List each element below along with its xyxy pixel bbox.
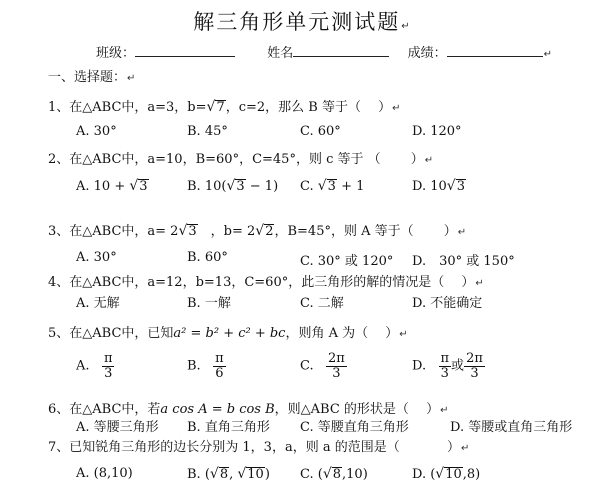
return-mark-icon: ↵ [401, 21, 412, 32]
return-mark-icon: ↵ [460, 443, 470, 454]
score-label: 成绩： [407, 46, 447, 61]
q6-option-b[interactable]: B. 直角三角形 [187, 420, 270, 435]
return-mark-icon: ↵ [399, 329, 408, 340]
section-heading: 一、选择题：↵ [48, 70, 136, 85]
q5-option-c[interactable]: C. $\frac{2\pi}{3}$ [300, 351, 345, 381]
q7-option-b[interactable]: B. (√8, √10) [187, 466, 270, 482]
q7-option-c[interactable]: C. (√8,10) [300, 466, 368, 482]
q5-equation: a² = b² + c² + bc [173, 326, 286, 341]
return-mark-icon: ↵ [440, 405, 449, 416]
q2-option-b[interactable]: B. 10(√3 − 1) [187, 178, 279, 194]
question-2-stem: 2、在△ABC中，a=10，B=60°，C=45°，则 c 等于 （ ）↵ [48, 152, 434, 167]
question-4-stem: 4、在△ABC中，a=12，b=13，C=60°，此三角形的解的情况是（ ）↵ [48, 275, 484, 290]
q2-option-c[interactable]: C. √3 + 1 [300, 178, 365, 194]
q1-option-c[interactable]: C. 60° [300, 124, 341, 139]
q1-option-d[interactable]: D. 120° [412, 124, 462, 139]
class-blank[interactable] [135, 44, 235, 57]
class-label: 班级： [96, 46, 136, 61]
q7-option-d[interactable]: D. (√10,8) [412, 466, 481, 482]
q6-equation: a cos A = b cos B [160, 402, 275, 417]
q5-option-a[interactable]: A. $\frac{\pi}{3}$ [76, 351, 113, 381]
q4-option-c[interactable]: C. 二解 [300, 296, 344, 311]
q6-option-a[interactable]: A. 等腰三角形 [76, 420, 159, 435]
q6-option-d[interactable]: D. 等腰或直角三角形 [450, 420, 573, 435]
page-title: 解三角形单元测试题↵ [193, 10, 412, 34]
q2-option-a[interactable]: A. 10 + √3 [76, 178, 148, 194]
name-label: 姓名 [267, 46, 294, 61]
q4-option-a[interactable]: A. 无解 [76, 296, 120, 311]
q4-option-b[interactable]: B. 一解 [187, 296, 231, 311]
q3-option-b[interactable]: B. 60° [187, 250, 228, 265]
question-6-stem: 6、在△ABC中，若a cos A = b cos B，则△ABC 的形状是（ ）↵ [48, 402, 449, 417]
q3-option-a[interactable]: A. 30° [76, 250, 117, 265]
q3-option-c[interactable]: C. 30° 或 120° [300, 254, 394, 269]
return-mark-icon: ↵ [457, 227, 467, 238]
q5-option-b[interactable]: B. $\frac{\pi}{6}$ [187, 351, 224, 381]
question-5-stem: 5、在△ABC中，已知a² = b² + c² + bc，则角 A 为（ ）↵ [48, 326, 408, 341]
q7-option-a[interactable]: A. (8,10) [76, 466, 133, 481]
return-mark-icon: ↵ [543, 49, 552, 60]
return-mark-icon: ↵ [475, 278, 484, 289]
name-blank[interactable] [293, 44, 389, 57]
return-mark-icon: ↵ [392, 103, 401, 114]
q2-option-d[interactable]: D. 10√3 [412, 178, 465, 194]
q1-option-a[interactable]: A. 30° [76, 124, 117, 139]
return-mark-icon: ↵ [127, 73, 136, 84]
question-1-stem: 1、在△ABC中，a=3，b=√7，c=2，那么 B 等于（ ）↵ [48, 99, 401, 115]
q6-option-c[interactable]: C. 等腰直角三角形 [300, 420, 409, 435]
q4-option-d[interactable]: D. 不能确定 [412, 296, 483, 311]
return-mark-icon: ↵ [424, 155, 434, 166]
q5-option-d[interactable]: D. $\frac{\pi}{3}$ 或 $\frac{2\pi}{3}$ [412, 351, 483, 381]
q3-option-d[interactable]: D. 30° 或 150° [412, 254, 515, 269]
score-blank[interactable] [447, 44, 543, 57]
question-7-stem: 7、已知锐角三角形的边长分别为 1，3，a，则 a 的范围是（ ）↵ [48, 440, 470, 455]
question-3-stem: 3、在△ABC中，a= 2√3 ，b= 2√2，B=45°，则 A 等于（ ）↵ [48, 223, 467, 239]
q1-option-b[interactable]: B. 45° [187, 124, 228, 139]
student-info-line [96, 42, 552, 61]
